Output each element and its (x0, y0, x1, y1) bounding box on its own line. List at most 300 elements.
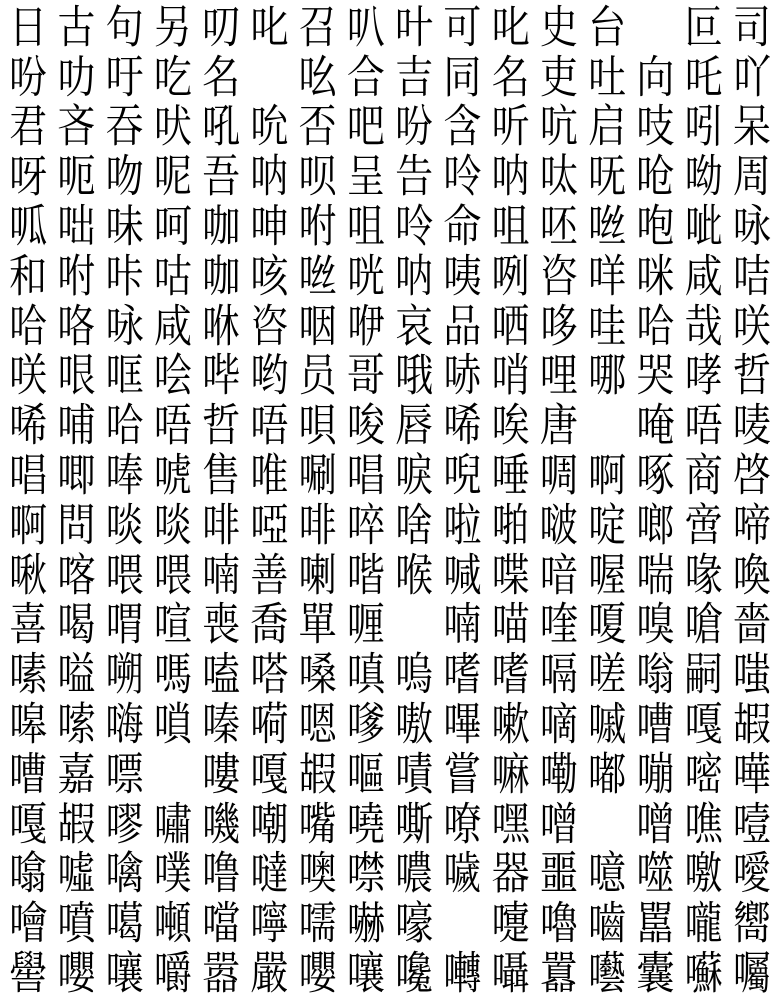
seal-glyph: 噗 (153, 848, 192, 899)
glyph-cell (245, 102, 293, 152)
seal-glyph: 唱 (346, 450, 385, 500)
seal-glyph: 呦 (684, 151, 723, 202)
glyph-cell (52, 52, 100, 102)
seal-glyph: 日 (9, 2, 48, 52)
glyph-cell (680, 450, 728, 500)
glyph-cell (245, 749, 293, 799)
glyph-cell (535, 52, 583, 102)
seal-glyph: 嘯 (153, 798, 192, 849)
seal-glyph: 句 (105, 2, 144, 52)
seal-glyph: 和 (9, 250, 48, 301)
seal-glyph: 嗌 (57, 649, 96, 700)
glyph-cell (342, 400, 390, 450)
glyph-cell (294, 699, 342, 749)
glyph-cell (52, 849, 100, 899)
seal-glyph: 嘔 (346, 748, 385, 799)
glyph-cell (52, 699, 100, 749)
glyph-cell (390, 500, 438, 550)
glyph-cell (101, 649, 149, 699)
glyph-cell (294, 450, 342, 500)
glyph-cell (583, 799, 631, 849)
seal-glyph: 咭 (732, 250, 771, 301)
glyph-cell (52, 251, 100, 301)
glyph-cell (342, 151, 390, 201)
glyph-cell (294, 400, 342, 450)
seal-glyph: 嚷 (346, 948, 385, 998)
glyph-cell (728, 849, 776, 899)
glyph-cell (680, 52, 728, 102)
seal-glyph: 哦 (395, 350, 434, 401)
seal-glyph: 吩 (395, 101, 434, 152)
glyph-cell (342, 102, 390, 152)
seal-glyph: 器 (491, 848, 530, 899)
seal-glyph: 嚷 (105, 948, 144, 998)
seal-glyph: 咦 (443, 250, 482, 301)
seal-glyph: 啾 (9, 549, 48, 600)
glyph-cell (342, 351, 390, 401)
glyph-cell (535, 251, 583, 301)
seal-glyph: 嗔 (346, 649, 385, 700)
glyph-cell (631, 948, 679, 998)
seal-glyph: 嗶 (443, 699, 482, 749)
seal-glyph: 喉 (395, 549, 434, 600)
glyph-cell (728, 52, 776, 102)
glyph-cell (197, 102, 245, 152)
glyph-cell (149, 102, 197, 152)
glyph-cell (583, 351, 631, 401)
glyph-cell (728, 898, 776, 948)
seal-glyph: 啥 (395, 499, 434, 550)
glyph-cell (294, 201, 342, 251)
glyph-cell (342, 600, 390, 650)
seal-glyph: 吏 (539, 51, 578, 102)
glyph-cell (197, 948, 245, 998)
seal-glyph: 嗚 (395, 649, 434, 700)
seal-glyph: 史 (539, 2, 578, 52)
seal-glyph: 嘗 (443, 748, 482, 799)
seal-glyph: 叭 (346, 2, 385, 52)
glyph-cell (294, 948, 342, 998)
glyph-cell (535, 600, 583, 650)
glyph-cell (342, 749, 390, 799)
seal-glyph: 單 (298, 599, 337, 650)
seal-glyph: 唪 (105, 450, 144, 500)
glyph-cell (4, 102, 52, 152)
seal-glyph: 咀 (346, 201, 385, 251)
seal-script-glyph-grid (4, 2, 776, 998)
seal-glyph: 嗷 (395, 699, 434, 749)
seal-glyph: 嘧 (684, 748, 723, 799)
seal-glyph: 唏 (443, 400, 482, 451)
seal-glyph: 哏 (57, 350, 96, 401)
seal-glyph: 噩 (539, 848, 578, 899)
seal-glyph: 啪 (491, 499, 530, 550)
seal-glyph: 嚏 (491, 898, 530, 949)
glyph-cell (4, 799, 52, 849)
seal-glyph: 啶 (588, 499, 627, 550)
seal-glyph: 启 (588, 101, 627, 152)
glyph-cell (390, 749, 438, 799)
seal-glyph: 噜 (202, 848, 241, 899)
glyph-cell (294, 102, 342, 152)
seal-glyph: 嚀 (250, 898, 289, 949)
glyph-cell (728, 251, 776, 301)
seal-glyph: 嚣 (202, 948, 241, 998)
seal-glyph: 啦 (443, 499, 482, 550)
glyph-cell (149, 301, 197, 351)
seal-glyph: 啊 (588, 450, 627, 500)
glyph-cell (4, 400, 52, 450)
seal-glyph: 噙 (105, 848, 144, 899)
glyph-cell (294, 600, 342, 650)
seal-glyph: 嚵 (395, 948, 434, 998)
glyph-cell (390, 400, 438, 450)
glyph-cell (438, 500, 486, 550)
glyph-cell (487, 301, 535, 351)
seal-glyph: 唳 (395, 450, 434, 500)
glyph-cell (342, 301, 390, 351)
glyph-cell (535, 550, 583, 600)
seal-glyph: 周 (732, 151, 771, 202)
seal-glyph: 囀 (443, 948, 482, 998)
seal-glyph: 喂 (105, 549, 144, 600)
glyph-cell (52, 301, 100, 351)
seal-glyph: 咄 (57, 201, 96, 251)
seal-glyph: 嘞 (539, 748, 578, 799)
seal-glyph: 嘐 (105, 798, 144, 849)
glyph-cell (728, 550, 776, 600)
seal-glyph: 叶 (395, 2, 434, 52)
seal-glyph: 噬 (636, 848, 675, 899)
glyph-cell (197, 749, 245, 799)
glyph-cell (680, 500, 728, 550)
glyph-cell (680, 600, 728, 650)
glyph-cell (294, 649, 342, 699)
glyph-cell (52, 400, 100, 450)
glyph-cell (4, 550, 52, 600)
seal-glyph: 喬 (250, 599, 289, 650)
glyph-cell (52, 749, 100, 799)
seal-glyph: 嚶 (57, 948, 96, 998)
glyph-cell (101, 2, 149, 52)
glyph-cell (535, 699, 583, 749)
glyph-cell (342, 201, 390, 251)
glyph-cell (245, 351, 293, 401)
glyph-cell (631, 251, 679, 301)
glyph-cell (680, 301, 728, 351)
seal-glyph: 噢 (298, 848, 337, 899)
glyph-cell (4, 500, 52, 550)
seal-glyph: 唧 (57, 450, 96, 500)
seal-glyph: 嗅 (636, 599, 675, 650)
seal-glyph: 嚙 (588, 898, 627, 949)
seal-glyph: 呻 (250, 201, 289, 251)
glyph-cell (294, 351, 342, 401)
glyph-cell (438, 102, 486, 152)
seal-glyph: 嚨 (684, 898, 723, 949)
glyph-cell (487, 201, 535, 251)
seal-glyph: 哟 (250, 350, 289, 401)
seal-glyph: 咝 (588, 201, 627, 251)
seal-glyph: 嘁 (588, 699, 627, 749)
glyph-cell (149, 948, 197, 998)
glyph-cell (101, 201, 149, 251)
seal-glyph: 呒 (588, 151, 627, 202)
seal-glyph: 喊 (443, 549, 482, 600)
glyph-cell (197, 649, 245, 699)
glyph-cell (52, 550, 100, 600)
glyph-cell (101, 948, 149, 998)
seal-glyph: 噹 (202, 898, 241, 949)
seal-glyph: 噠 (250, 848, 289, 899)
glyph-cell (4, 948, 52, 998)
seal-glyph: 啞 (250, 499, 289, 550)
seal-glyph: 嘵 (346, 798, 385, 849)
glyph-cell (583, 251, 631, 301)
seal-glyph: 嘎 (9, 798, 48, 849)
glyph-cell (149, 898, 197, 948)
seal-glyph: 咕 (153, 250, 192, 301)
glyph-cell (680, 898, 728, 948)
glyph-cell (245, 550, 293, 600)
glyph-cell (631, 749, 679, 799)
seal-glyph: 啷 (636, 499, 675, 550)
seal-glyph: 咣 (346, 250, 385, 301)
seal-glyph: 吆 (298, 51, 337, 102)
seal-glyph: 嘏 (57, 798, 96, 849)
glyph-cell (52, 450, 100, 500)
seal-glyph: 吐 (588, 51, 627, 102)
glyph-cell (149, 52, 197, 102)
glyph-cell (197, 550, 245, 600)
seal-glyph: 哆 (539, 300, 578, 351)
glyph-cell (728, 799, 776, 849)
glyph-cell (535, 799, 583, 849)
glyph-cell (390, 251, 438, 301)
seal-glyph: 嘌 (105, 748, 144, 799)
glyph-cell (583, 600, 631, 650)
glyph-cell (390, 151, 438, 201)
glyph-cell (583, 550, 631, 600)
seal-glyph: 哨 (491, 350, 530, 401)
glyph-cell (631, 151, 679, 201)
seal-glyph: 喝 (57, 599, 96, 650)
glyph-cell (4, 351, 52, 401)
seal-glyph: 咲 (9, 350, 48, 401)
seal-glyph: 呵 (153, 201, 192, 251)
seal-glyph: 唉 (491, 400, 530, 451)
seal-glyph: 唏 (9, 400, 48, 451)
glyph-cell (680, 749, 728, 799)
seal-glyph: 喇 (298, 549, 337, 600)
seal-glyph: 唄 (298, 400, 337, 451)
seal-glyph: 啖 (105, 499, 144, 550)
seal-glyph: 味 (105, 201, 144, 251)
glyph-cell (342, 948, 390, 998)
seal-glyph: 嗽 (491, 699, 530, 749)
seal-glyph: 噌 (636, 798, 675, 849)
seal-glyph: 吾 (202, 151, 241, 202)
seal-glyph: 喹 (539, 599, 578, 650)
glyph-cell (680, 849, 728, 899)
seal-glyph: 嗄 (588, 599, 627, 650)
seal-glyph: 唾 (491, 450, 530, 500)
glyph-cell (728, 201, 776, 251)
glyph-cell (631, 898, 679, 948)
seal-glyph: 命 (443, 201, 482, 251)
seal-glyph: 噲 (9, 898, 48, 949)
seal-glyph: 嗑 (202, 649, 241, 700)
seal-glyph: 喑 (539, 549, 578, 600)
seal-glyph: 嚶 (298, 948, 337, 998)
glyph-cell (101, 600, 149, 650)
glyph-cell (487, 251, 535, 301)
glyph-cell (245, 948, 293, 998)
seal-glyph: 呢 (153, 151, 192, 202)
glyph-cell (197, 251, 245, 301)
seal-glyph: 喈 (346, 549, 385, 600)
glyph-cell (728, 102, 776, 152)
seal-glyph: 叱 (491, 2, 530, 52)
seal-glyph: 嗲 (346, 699, 385, 749)
seal-glyph: 嘏 (298, 748, 337, 799)
glyph-cell (245, 799, 293, 849)
seal-glyph: 嗝 (539, 649, 578, 700)
glyph-cell (294, 550, 342, 600)
glyph-cell (487, 450, 535, 500)
glyph-cell (101, 351, 149, 401)
glyph-cell (583, 400, 631, 450)
glyph-cell (342, 251, 390, 301)
seal-glyph: 吖 (732, 51, 771, 102)
seal-glyph: 喂 (153, 549, 192, 600)
glyph-cell (4, 301, 52, 351)
glyph-cell (535, 649, 583, 699)
glyph-cell (197, 351, 245, 401)
seal-glyph: 吧 (346, 101, 385, 152)
seal-glyph: 囌 (684, 948, 723, 998)
seal-glyph: 喪 (202, 599, 241, 650)
seal-glyph: 嗍 (105, 649, 144, 700)
glyph-cell (52, 151, 100, 201)
seal-glyph: 咝 (298, 250, 337, 301)
seal-glyph: 嗤 (732, 649, 771, 700)
seal-glyph: 员 (298, 350, 337, 401)
glyph-cell (4, 649, 52, 699)
glyph-cell (149, 400, 197, 450)
seal-glyph: 嘏 (732, 699, 771, 749)
seal-glyph: 哮 (684, 350, 723, 401)
glyph-cell (4, 898, 52, 948)
seal-glyph: 嗨 (105, 699, 144, 749)
glyph-cell (631, 400, 679, 450)
glyph-cell (487, 898, 535, 948)
glyph-cell (487, 600, 535, 650)
seal-glyph: 咿 (346, 300, 385, 351)
glyph-cell (245, 500, 293, 550)
glyph-cell (197, 400, 245, 450)
glyph-cell (197, 301, 245, 351)
seal-glyph: 咧 (491, 250, 530, 301)
seal-glyph: 嗉 (9, 649, 48, 700)
glyph-cell (52, 898, 100, 948)
seal-glyph: 啐 (346, 499, 385, 550)
glyph-cell (52, 201, 100, 251)
seal-glyph: 可 (443, 2, 482, 52)
seal-glyph: 呃 (57, 151, 96, 202)
glyph-cell (680, 201, 728, 251)
seal-glyph: 囁 (491, 948, 530, 998)
glyph-cell (197, 600, 245, 650)
seal-glyph: 哩 (539, 350, 578, 401)
seal-glyph: 囑 (732, 948, 771, 998)
seal-glyph: 吞 (105, 101, 144, 152)
glyph-cell (52, 500, 100, 550)
glyph-cell (631, 699, 679, 749)
glyph-cell (390, 799, 438, 849)
seal-glyph: 唔 (250, 400, 289, 451)
glyph-cell (4, 52, 52, 102)
seal-glyph: 含 (443, 101, 482, 152)
glyph-cell (101, 151, 149, 201)
seal-glyph: 哈 (636, 300, 675, 351)
glyph-cell (342, 2, 390, 52)
glyph-cell (487, 749, 535, 799)
glyph-cell (583, 450, 631, 500)
glyph-cell (294, 799, 342, 849)
seal-glyph: 嘴 (298, 798, 337, 849)
glyph-cell (52, 102, 100, 152)
seal-glyph: 嘈 (9, 748, 48, 799)
seal-glyph: 咯 (57, 300, 96, 351)
seal-glyph: 咖 (202, 201, 241, 251)
glyph-cell (631, 351, 679, 401)
glyph-cell (197, 201, 245, 251)
seal-glyph: 噦 (443, 848, 482, 899)
seal-glyph: 向 (636, 51, 675, 102)
glyph-cell (197, 450, 245, 500)
glyph-cell (4, 600, 52, 650)
seal-glyph: 呱 (9, 201, 48, 251)
seal-glyph: 叱 (250, 2, 289, 52)
glyph-cell (535, 301, 583, 351)
seal-glyph: 哲 (202, 400, 241, 451)
glyph-cell (245, 400, 293, 450)
glyph-cell (149, 600, 197, 650)
glyph-cell (487, 649, 535, 699)
seal-glyph: 司 (732, 2, 771, 52)
glyph-cell (390, 699, 438, 749)
glyph-cell (294, 500, 342, 550)
glyph-cell (535, 898, 583, 948)
glyph-cell (149, 351, 197, 401)
seal-glyph: 吻 (105, 151, 144, 202)
seal-glyph: 吠 (153, 101, 192, 152)
seal-glyph: 啖 (153, 499, 192, 550)
glyph-cell (438, 799, 486, 849)
seal-glyph: 唔 (684, 400, 723, 451)
seal-glyph: 哙 (153, 350, 192, 401)
glyph-cell (583, 102, 631, 152)
glyph-cell (52, 649, 100, 699)
glyph-cell (390, 550, 438, 600)
seal-glyph: 咔 (105, 250, 144, 301)
glyph-cell (583, 201, 631, 251)
glyph-cell (52, 799, 100, 849)
glyph-cell (583, 749, 631, 799)
seal-glyph: 呆 (732, 101, 771, 152)
seal-glyph: 古 (57, 2, 96, 52)
